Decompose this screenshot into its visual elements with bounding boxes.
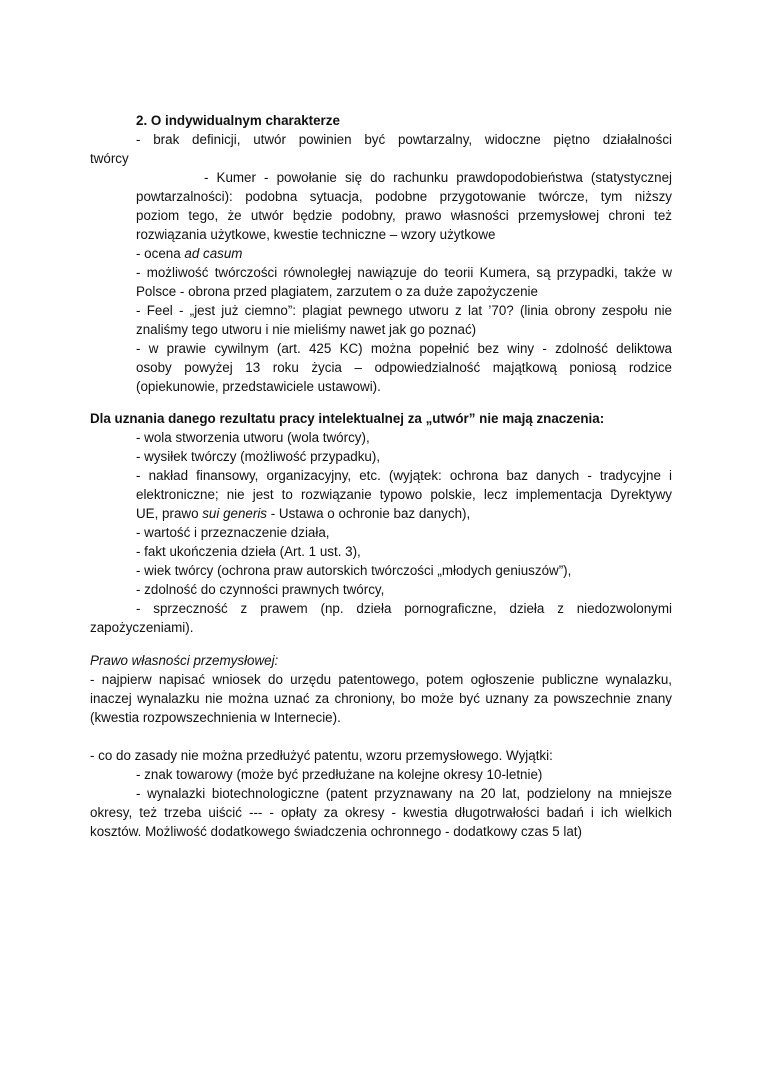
section-industrial-property [90,651,672,727]
section-heading: Dla uznania danego rezultatu pracy intelektualnej za „utwór” nie mają znaczenia: [90,411,605,426]
paragraph-line: - możliwość twórczości równoległej nawiązuje do teorii Kumera, są przypadki, także w [136,265,672,280]
list-item: - wola stworzenia utworu (wola twórcy), [136,430,370,445]
text-prefix: UE, prawo [136,506,203,521]
ocena-line [136,244,672,263]
paragraph-line: inaczej wynalazku nie można uznać za chroniony, bo może być uznany za powszechnie znany [90,691,672,706]
paragraph-line: (opiekunowie, przedstawiciele ustawowi). [136,379,381,394]
list-item: - znak towarowy (może być przedłużane na kolejne okresy 10-letnie) [136,767,543,782]
paragraph-line: powtarzalności): podobna sytuacja, podobne przygotowanie twórcze, tym niższy [136,189,672,204]
section-exceptions [90,746,672,841]
paragraph-line: - w prawie cywilnym (art. 425 KC) można popełnić bez winy - zdolność deliktowa [136,341,672,356]
not-relevant-list [136,428,672,618]
paragraph-line: - co do zasady nie można przedłużyć patentu, wzoru przemysłowego. Wyjątki: [90,748,553,763]
list-item: elektroniczne; nie jest to rozwiązanie typowo polskie, lecz implementacja Dyrektywy [136,487,672,502]
text-suffix: - Ustawa o ochronie baz danych), [267,506,471,521]
paragraph-line: znaliśmy tego utworu i nie mieliśmy nawet jak go poznać) [136,322,477,337]
list-item-cont: zapożyczeniami). [90,620,194,635]
list-item: - nakład finansowy, organizacyjny, etc. (wyjątek: ochrona baz danych - tradycyjne i [136,468,672,483]
text-italic: sui generis [202,506,267,521]
ocena-italic: ad casum [184,246,243,261]
ocena-prefix: - ocena [136,246,185,261]
paragraph-line: (kwestia rozpowszechnienia w Internecie). [90,710,341,725]
paragraph-line: - brak definicji, utwór powinien być powtarzalny, widoczne piętno działalności [136,132,672,147]
section-not-relevant [90,409,672,637]
kumer-paragraph [136,168,672,396]
paragraph-line: okresy, też trzeba uiścić --- - opłaty za okresy - kwestia długotrwałości badań i ich wielkich [90,805,672,820]
paragraph-line: osoby powyżej 13 roku życia – odpowiedzialność majątkową poniosą rodzice [136,360,672,375]
paragraph-line: - Kumer - powołanie się do rachunku prawdopodobieństwa (statystycznej [204,170,672,185]
section-individual-character [90,111,672,396]
section-heading: Prawo własności przemysłowej: [90,653,279,668]
list-item: - sprzeczność z prawem (np. dzieła pornograficzne, dzieła z niedozwolonymi [136,601,672,616]
list-item: - wynalazki biotechnologiczne (patent przyznawany na 20 lat, podzielony na mniejsze [136,786,672,801]
list-item: - wartość i przeznaczenie działa, [136,525,330,540]
paragraph-line: twórcy [90,151,129,166]
paragraph-line: rozwiązania użytkowe, kwestie techniczne – wzory użytkowe [136,227,496,242]
section-heading: 2. O indywidualnym charakterze [136,113,340,128]
paragraph-line: - Feel - „jest już ciemno”: plagiat pewnego utworu z lat ’70? (linia obrony zespołu nie [136,303,672,318]
list-item [136,504,672,523]
list-item: - zdolność do czynności prawnych twórcy, [136,582,385,597]
list-item: - fakt ukończenia dzieła (Art. 1 ust. 3), [136,544,361,559]
paragraph-line: kosztów. Możliwość dodatkowego świadczenia ochronnego - dodatkowy czas 5 lat) [90,824,582,839]
list-item: - wysiłek twórczy (możliwość przypadku), [136,449,381,464]
paragraph-line: poziom tego, że utwór będzie podobny, prawo własności przemysłowej chroni też [136,208,672,223]
paragraph-line: Polsce - obrona przed plagiatem, zarzutem o za duże zapożyczenie [136,284,538,299]
paragraph-line: - najpierw napisać wniosek do urzędu patentowego, potem ogłoszenie publiczne wynalazku, [90,672,672,687]
list-item: - wiek twórcy (ochrona praw autorskich twórczości „młodych geniuszów”), [136,563,572,578]
